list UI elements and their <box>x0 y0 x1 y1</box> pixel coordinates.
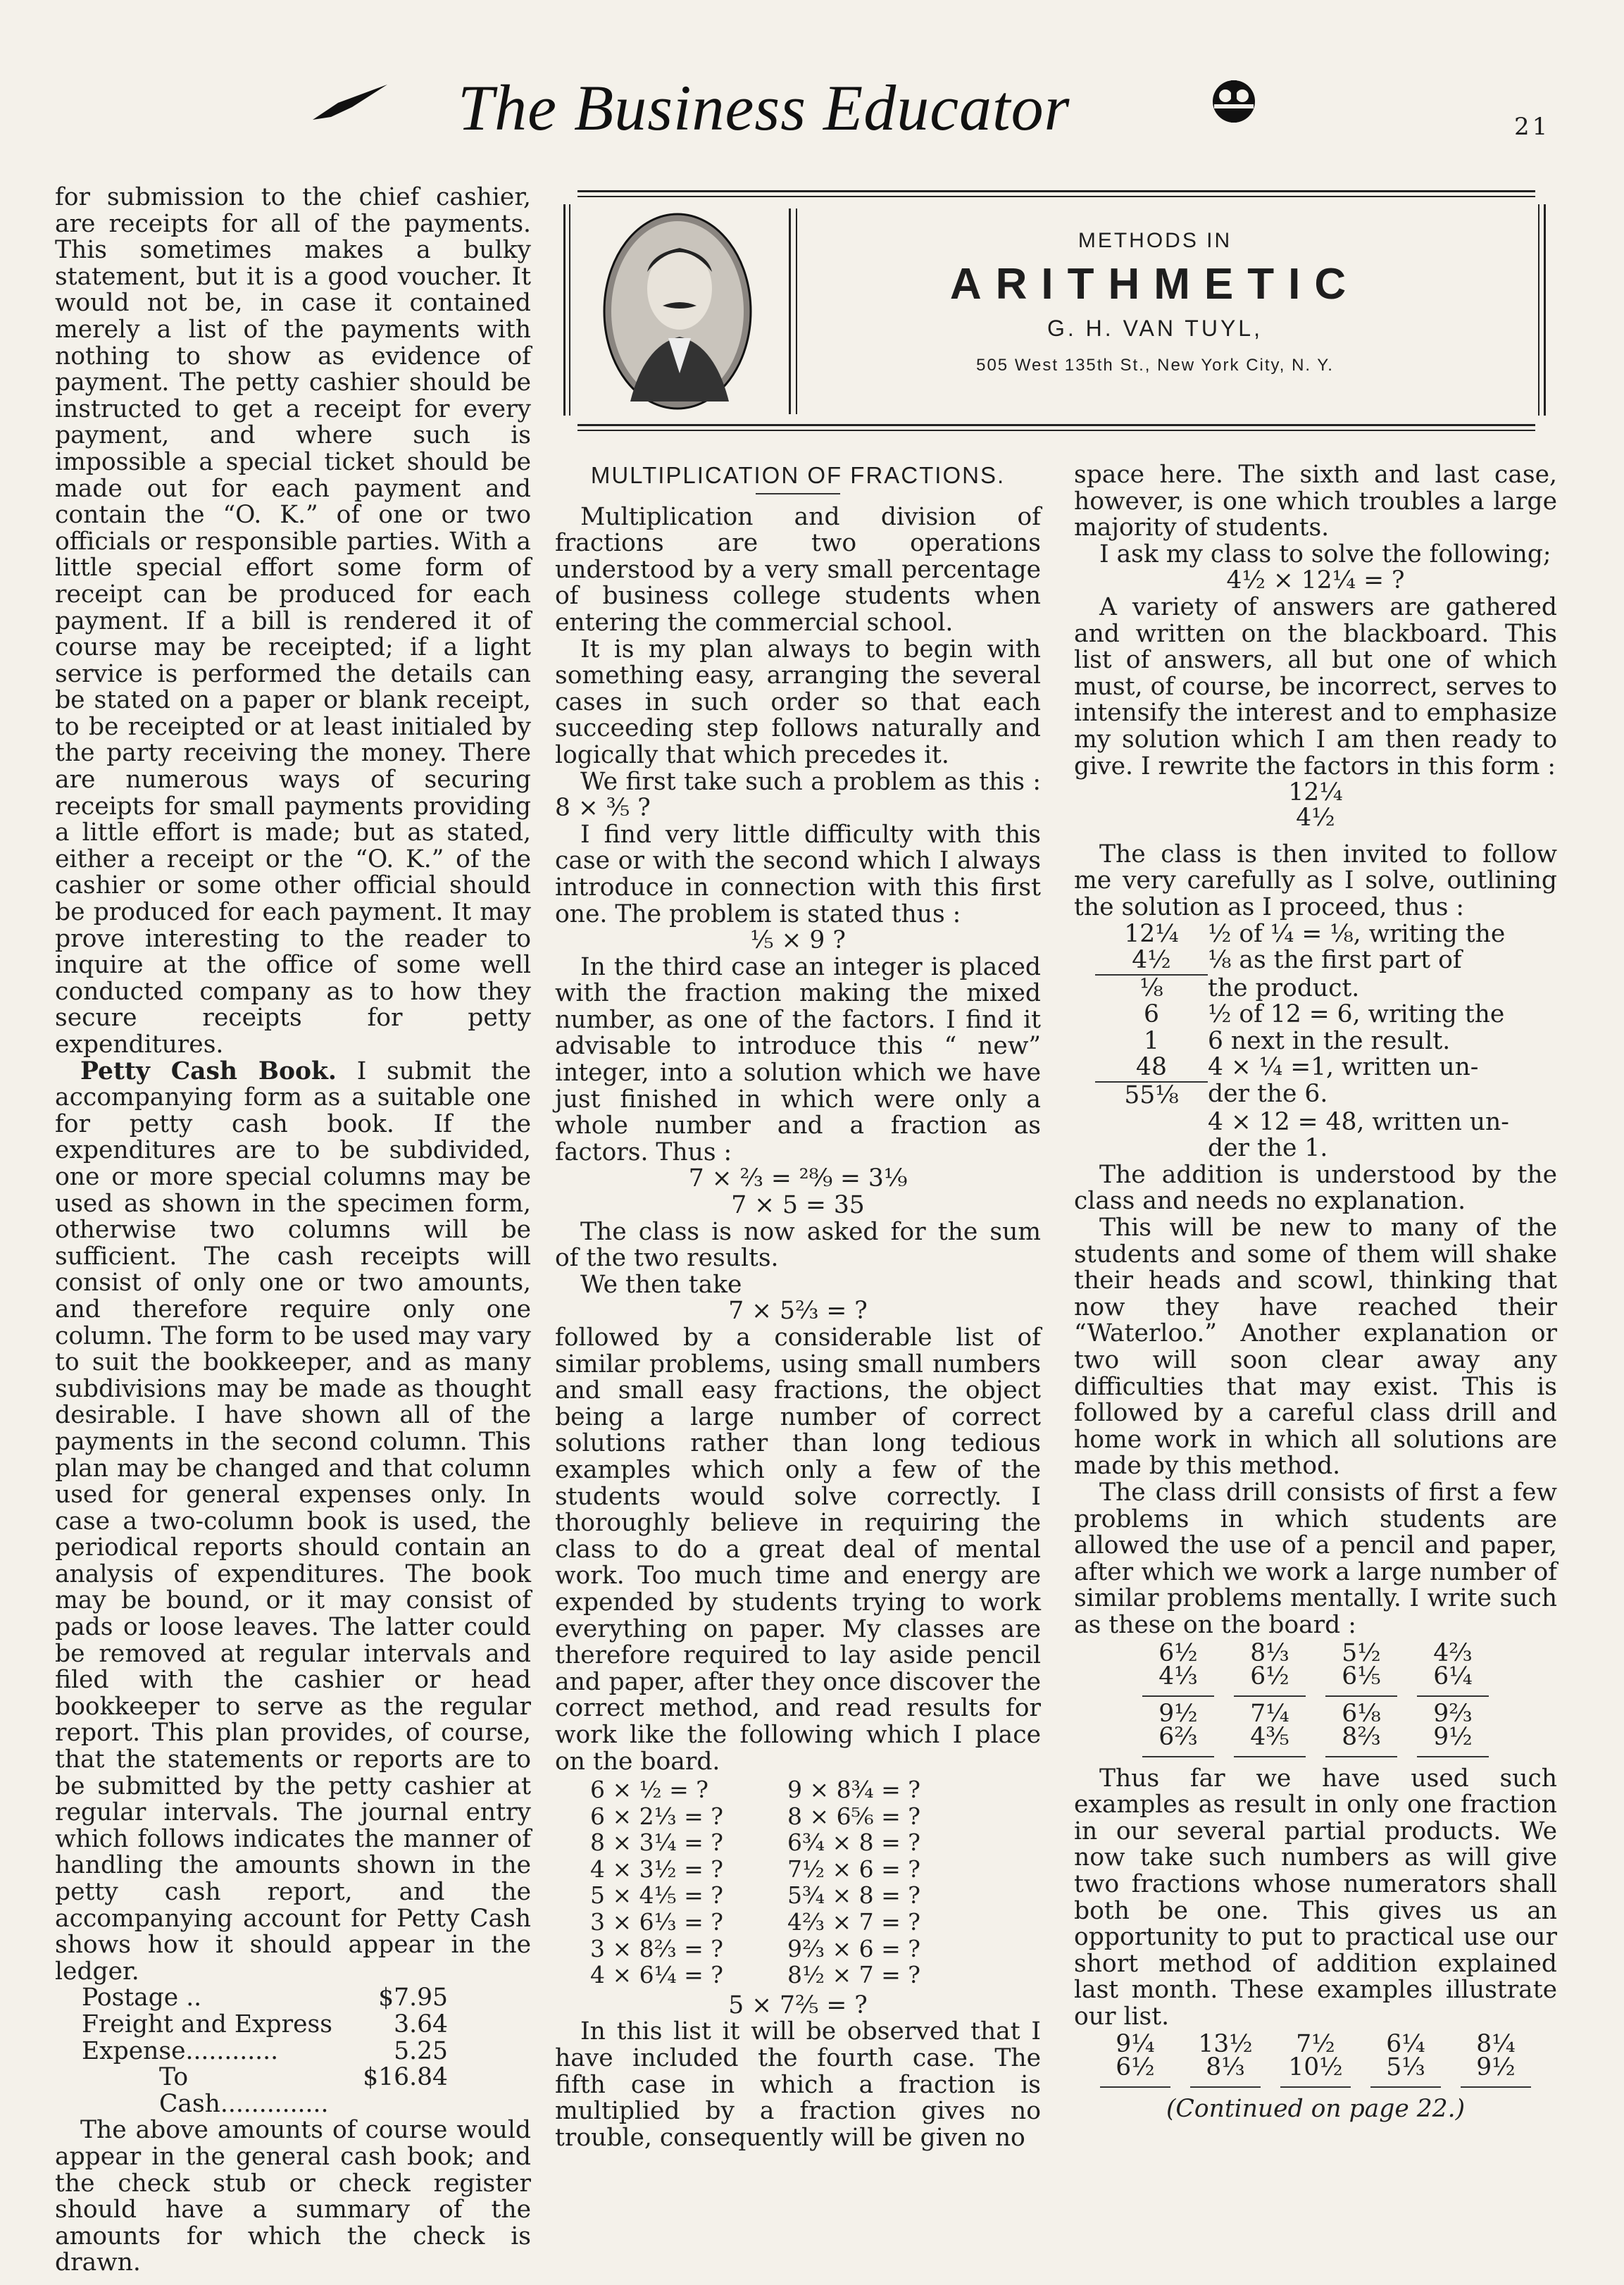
paragraph: space here. The sixth and last case, however, is one which troubles a large majority of students. <box>1074 461 1557 542</box>
header-title: ARITHMETIC <box>949 260 1361 309</box>
paragraph: Thus far we have used such examples as result in only one fraction in our several partial products. We now take such numbers as will give two fractions whose numerators shall both be one. This gives us an opportunity to put to practical use our short method of addition explained last month. These examples illustrate our list. <box>1074 1764 1557 2031</box>
header-address: 505 West 135th St., New York City, N. Y. <box>976 356 1334 375</box>
middle-column <box>555 462 1041 2151</box>
paragraph: We then take <box>580 1270 742 1299</box>
page-number: 21 <box>1514 113 1551 141</box>
problem: 8½ × 7 = ? <box>787 1961 920 1989</box>
problem: 9 × 8¾ = ? <box>787 1776 920 1804</box>
equation: 4½ × 12¼ = ? <box>1226 566 1405 595</box>
ledger-row: Freight and Express 3.64 <box>82 2010 448 2038</box>
author-portrait-icon <box>602 211 754 412</box>
paragraph: The above amounts of course would appear in the general cash book; and the check stub or check register should have a summary of the amounts for which the check is drawn. <box>55 2116 531 2277</box>
ledger-row: Postage .. $7.95 <box>82 1984 448 2012</box>
problem: 5 × 4⅕ = ? <box>590 1881 723 1910</box>
masthead <box>0 63 1624 144</box>
divider <box>756 493 840 494</box>
problem: 9⅔ × 6 = ? <box>787 1934 920 1962</box>
paragraph: I ask my class to solve the following; <box>1099 540 1551 568</box>
paragraph: The addition is understood by the class and needs no explanation. <box>1074 1160 1557 1216</box>
problem-list <box>590 1776 985 1988</box>
paragraph: It is my plan always to begin with something easy, arranging the several cases in such order so that each succeeding step follows naturally and logically that which precedes it. <box>555 635 1041 769</box>
article-title: MULTIPLICATION OF FRACTIONS. <box>590 462 1006 488</box>
paragraph: The class is then invited to follow me very carefully as I solve, outlining the solution as I proceed, thus : <box>1074 840 1557 921</box>
problem: 4 × 6¼ = ? <box>590 1961 723 1989</box>
equation: 7 × 5⅔ = ? <box>728 1297 868 1326</box>
problem: 3 × 6⅓ = ? <box>590 1908 723 1936</box>
problem: 6¾ × 8 = ? <box>787 1829 920 1857</box>
quill-pen-icon <box>310 82 394 124</box>
paragraph: This will be new to many of the students and some of them will shake their heads and scowl, thinking that now they have reached their “Waterloo.” Another explanation or two will soon clear away any difficulties that may exist. This is followed by a careful class drill and home work in which all solutions are made by this method. <box>1074 1214 1557 1481</box>
problem: 5¾ × 8 = ? <box>787 1881 920 1910</box>
equation: ⅕ × 9 ? <box>750 926 846 955</box>
factor-stack: 12¼ 4½ <box>1288 778 1343 833</box>
journal-entry <box>82 1985 448 2117</box>
drill-set: 9¼ 13½ 7½ 6¼ 8¼ 6½ 8⅓ 10½ 5⅓ 9½ <box>1090 2033 1541 2093</box>
problem: 3 × 8⅔ = ? <box>590 1934 723 1962</box>
paragraph: followed by a considerable list of similar problems, using small numbers and small easy fractions, the object being a large number of correct solutions rather than long tedious examples which only a few of the students would solve correctly. I thoroughly believe in requiring the class to do a great deal of mental work. Too much time and energy are expended by students trying to work everything on paper. My classes are therefore required to lay aside pencil and paper, after they once discover the correct method, and read results for work like the following which I place on the board. <box>555 1324 1041 1776</box>
paragraph: I find very little difficulty with this case or with the second which I always introduce in connection with this first one. The problem is stated thus : <box>555 820 1041 928</box>
paragraph: In the third case an integer is placed with the fraction making the mixed number, as one of the factors. I find it advisable to introduce this “ new” integer, into a solution which we have just finished in which were only a whole number and a fraction as factors. Thus : <box>555 952 1041 1166</box>
right-column <box>1074 462 1557 2123</box>
worked-solution: 12¼ ½ of ¼ = ⅛, writing the 4½ ⅛ as the first part of ⅛ the product. 6 ½ of 12 = 6, writing the 1 6 next in the result. 48 4 × ¼ =1, written un- 55⅛ der the 6. 4 × 12 = 48, written un- der the 1. <box>1095 921 1546 1162</box>
problem: 4⅔ × 7 = ? <box>787 1908 920 1936</box>
ledger-total-row: To Cash.............. $16.84 <box>159 2063 448 2118</box>
equation: 7 × ⅔ = ²⁸⁄₉ = 3⅑ <box>688 1164 908 1193</box>
article-header-box <box>563 190 1549 433</box>
paragraph: Multiplication and division of fractions are two operations understood by a very small percentage of business college students when entering the commercial school. <box>555 502 1041 637</box>
paragraph: In this list it will be observed that I have included the fourth case. The fifth case in which a fraction is multiplied by a fraction gives no trouble, consequently will be given no <box>555 2017 1041 2152</box>
problem: 8 × 6⅚ = ? <box>787 1802 920 1830</box>
ornament-icon <box>1206 73 1262 130</box>
paragraph: The class is now asked for the sum of the two results. <box>555 1217 1041 1273</box>
problem: 6 × 2⅓ = ? <box>590 1802 723 1830</box>
left-column <box>55 185 531 2277</box>
equation: 7 × 5 = 35 <box>731 1191 865 1220</box>
header-author: G. H. VAN TUYL, <box>1047 316 1263 341</box>
section-heading: Petty Cash Book. <box>80 1057 337 1085</box>
drill-set: 6½ 8⅓ 5½ 4⅔ 4⅓ 6½ 6⅕ 6¼ 9½ 7¼ 6⅛ 9⅔ 6⅔ 4⅗ 8⅔ 9½ <box>1132 1642 1499 1763</box>
problem: 5 × 7⅖ = ? <box>728 1991 868 2019</box>
paragraph: The class drill consists of first a few problems in which students are allowed the use of a pencil and paper, after which we work a large number of similar problems mentally. I write such as these on the board : <box>1074 1478 1557 1639</box>
problem: 4 × 3½ = ? <box>590 1855 723 1883</box>
problem: 6 × ½ = ? <box>590 1776 708 1804</box>
paragraph: We first take such a problem as this : 8 × ⅗ ? <box>555 767 1041 823</box>
problem: 7½ × 6 = ? <box>787 1855 920 1883</box>
header-kicker: METHODS IN <box>1078 229 1232 252</box>
paragraph: A variety of answers are gathered and written on the blackboard. This list of answers, all but one of which must, of course, be incorrect, serves to intensify the interest and to emphasize my solution which I am then ready to give. I rewrite the factors in this form : <box>1074 592 1557 780</box>
continued-note: (Continued on page 22.) <box>1166 2095 1466 2124</box>
masthead-title: The Business Educator <box>458 72 1070 144</box>
paragraph: for submission to the chief cashier, are receipts for all of the payments. This sometimes makes a bulky statement, but it is a good voucher. It would not be, in case it contained merely a list of the payments with nothing to show as evidence of payment. The petty cashier should be instructed to get a receipt for every payment, and where such is impossible a special ticket should be made out for each payment and contain the “O. K.” of one or two officials or responsible parties. With a little special effort some form of receipt can be produced for each payment. If a bill is rendered it of course may be receipted; if a light service is performed the details can be stated on a paper or blank receipt, to be receipted or at least initialed by the party receiving the money. There are numerous ways of securing receipts for small payments providing a little effort is made; but as stated, either a receipt or the “O. K.” of the cashier or some other official should be produced for each payment. It may prove interesting to the reader to inquire at the office of some well conducted company as to how they secure receipts for petty expenditures. <box>55 183 531 1059</box>
ledger-row: Expense............ 5.25 <box>82 2036 448 2065</box>
problem: 8 × 3¼ = ? <box>590 1829 723 1857</box>
paragraph: Petty Cash Book. I submit the accompanying form as a suitable one for petty cash book. If the expenditures are to be subdivided, one or more special columns may be used as shown in the specimen form, otherwise two columns will be sufficient. The cash receipts will consist of only one or two amounts, and therefore require only one column. The form to be used may vary to suit the bookkeeper, and as many subdivisions may be made as thought desirable. I have shown all of the payments in the second column. This plan may be changed and that column used for general expenses only. In case a two-column book is used, the periodical reports should contain an analysis of expenditures. The book may be bound, or it may consist of pads or loose leaves. The latter could be removed at regular intervals and filed with the cashier or head bookkeeper to serve as the regular report. This plan provides, of course, that the statements or reports are to be submitted by the petty cashier at regular intervals. The journal entry which follows indicates the manner of handling the amounts shown in the petty cash report, and the accompanying account for Petty Cash shows how it should appear in the ledger. <box>55 1057 531 1986</box>
